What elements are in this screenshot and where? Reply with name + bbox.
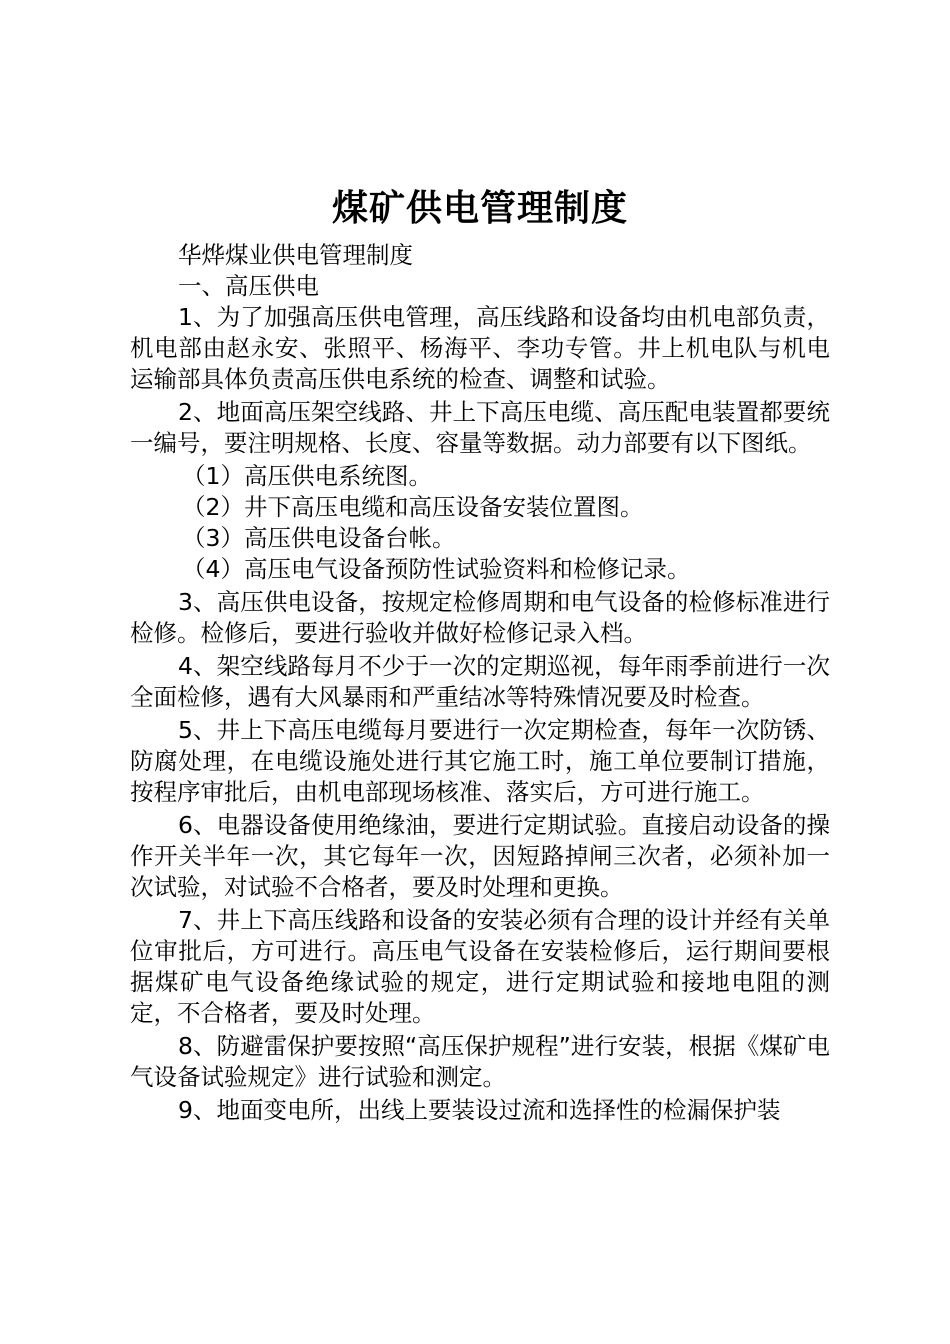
paragraph: 7、井上下高压线路和设备的安装必须有合理的设计并经有关单位审批后，方可进行。高压电气设备在安装检修后，运行期间要根据煤矿电气设备绝缘试验的规定，进行定期试验和接地电阻的测定，不合格者，要及时处理。 xyxy=(130,906,830,1027)
list-item: （3）高压供电设备台帐。 xyxy=(182,524,456,552)
paragraph: 9、地面变电所，出线上要装设过流和选择性的检漏保护装 xyxy=(178,1096,781,1124)
paragraph: 1、为了加强高压供电管理，高压线路和设备均由机电部负责，机电部由赵永安、张照平、杨海平、李功专管。井上机电队与机电运输部具体负责高压供电系统的检查、调整和试验。 xyxy=(130,303,830,393)
subtitle-paragraph: 华烨煤业供电管理制度 xyxy=(178,241,413,269)
document-title: 煤矿供电管理制度 xyxy=(331,187,628,229)
list-item: （1）高压供电系统图。 xyxy=(182,462,432,490)
document-body xyxy=(130,240,830,1126)
document-page xyxy=(130,180,830,1126)
section-heading: 一、高压供电 xyxy=(178,272,319,300)
list-item: （4）高压电气设备预防性试验资料和检修记录。 xyxy=(182,555,691,583)
paragraph: 6、电器设备使用绝缘油，要进行定期试验。直接启动设备的操作开关半年一次，其它每年一次，因短路掉闸三次者，必须补加一次试验，对试验不合格者，要及时处理和更换。 xyxy=(130,811,830,901)
paragraph: 8、防避雷保护要按照“高压保护规程”进行安装，根据《煤矿电气设备试验规定》进行试验和测定。 xyxy=(130,1032,830,1091)
paragraph: 2、地面高压架空线路、井上下高压电缆、高压配电装置都要统一编号，要注明规格、长度、容量等数据。动力部要有以下图纸。 xyxy=(130,398,830,457)
paragraph: 3、高压供电设备，按规定检修周期和电气设备的检修标准进行检修。检修后，要进行验收并做好检修记录入档。 xyxy=(130,588,830,647)
paragraph: 4、架空线路每月不少于一次的定期巡视，每年雨季前进行一次全面检修，遇有大风暴雨和严重结冰等特殊情况要及时检查。 xyxy=(130,652,830,711)
paragraph: 5、井上下高压电缆每月要进行一次定期检查，每年一次防锈、防腐处理，在电缆设施处进行其它施工时，施工单位要制订措施，按程序审批后，由机电部现场核准、落实后，方可进行施工。 xyxy=(130,716,830,806)
list-item: （2）井下高压电缆和高压设备安装位置图。 xyxy=(182,493,644,521)
